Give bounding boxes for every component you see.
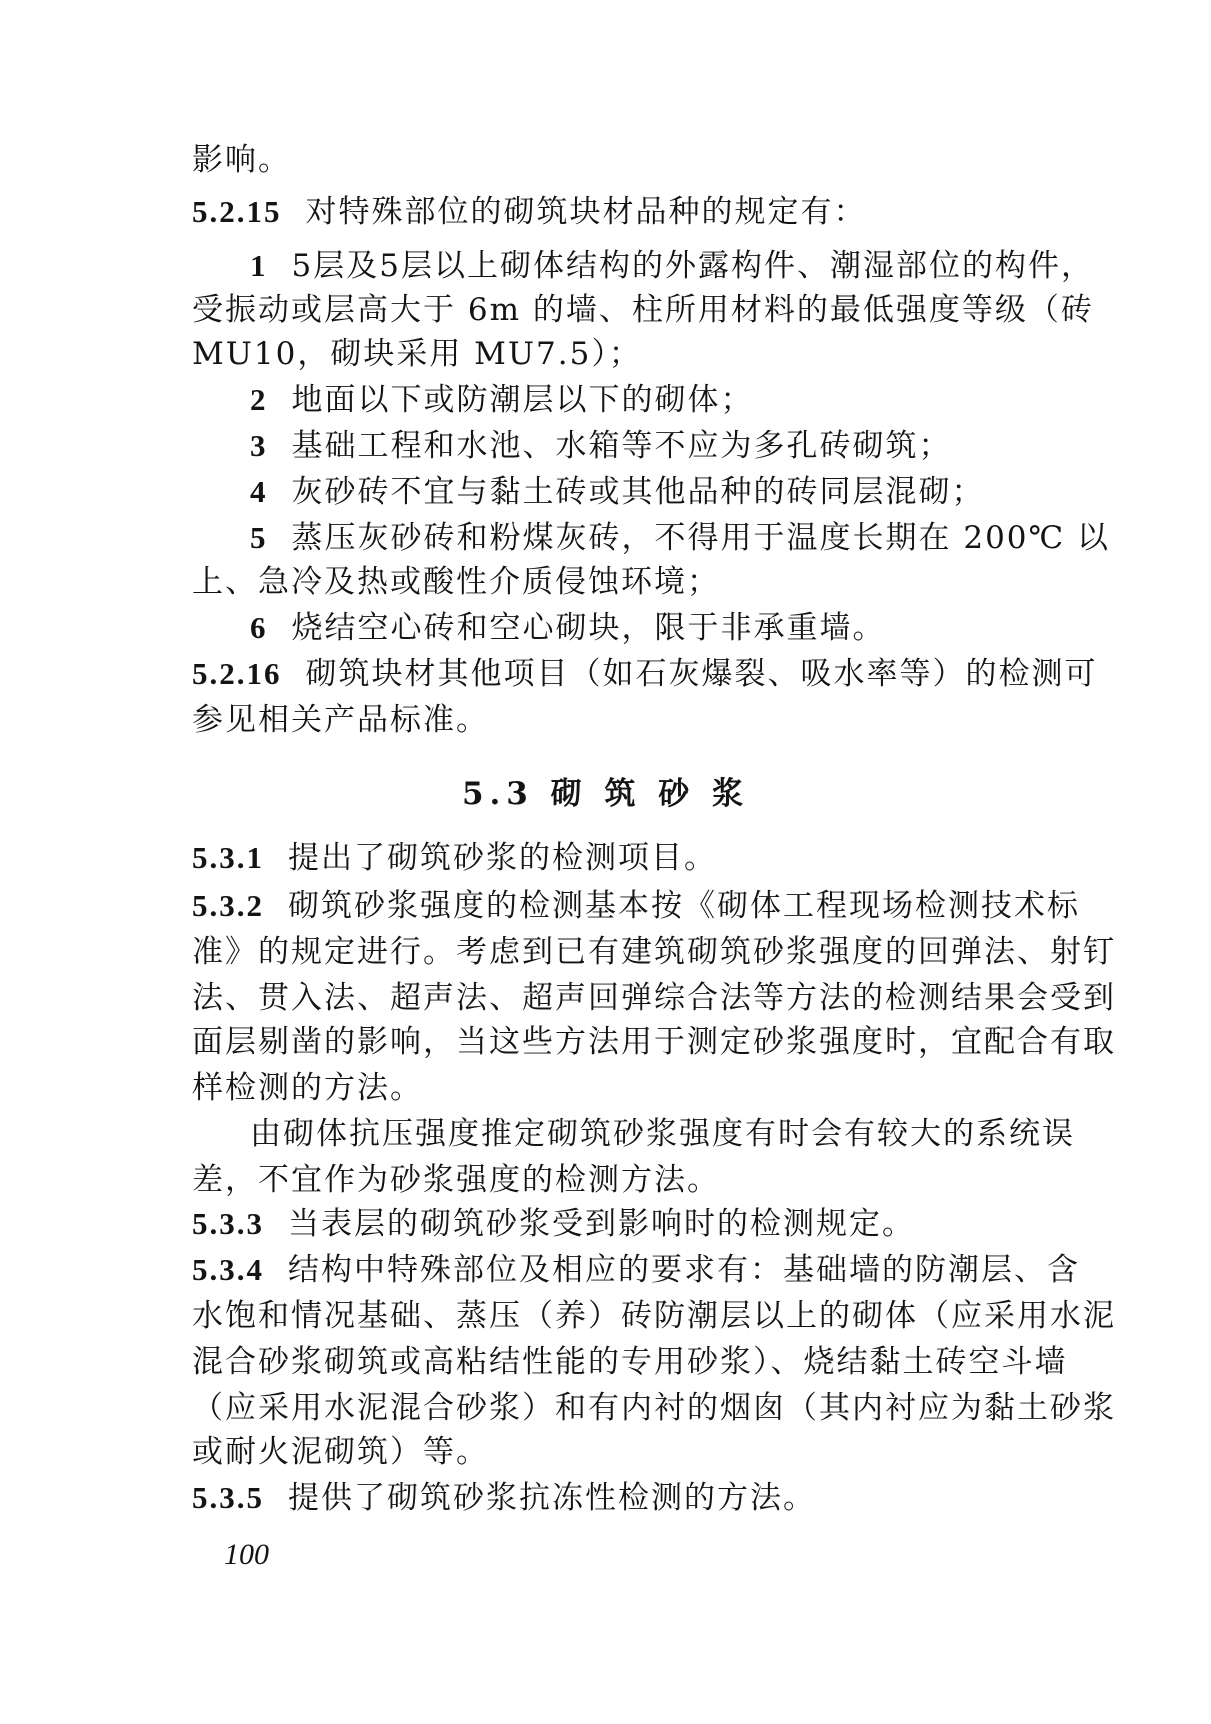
line-text: 样检测的方法。 [192, 1070, 423, 1106]
item-number: 6 [250, 610, 268, 645]
line-text: 当表层的砌筑砂浆受到影响时的检测规定。 [288, 1206, 915, 1242]
line-text: 受振动或层高大于 6m 的墙、柱所用材料的最低强度等级（砖 [192, 292, 1094, 328]
line-text: 或耐火泥砌筑）等。 [192, 1434, 489, 1470]
clause-5-3-1 [192, 838, 717, 878]
line-text: 地面以下或防潮层以下的砌体； [291, 382, 754, 418]
line-text: 砌筑砂浆强度的检测基本按《砌体工程现场检测技术标 [288, 888, 1080, 924]
clause-5-2-15 [192, 192, 867, 232]
text-line [192, 1342, 1068, 1382]
text-line [192, 1022, 1116, 1062]
item-number: 5 [250, 520, 268, 555]
line-text: 5层及5层以上砌体结构的外露构件、潮湿部位的构件， [291, 248, 1094, 284]
item-number: 2 [250, 382, 268, 417]
text-line [250, 1114, 1075, 1154]
clause-5-3-3 [192, 1204, 915, 1244]
section-heading: 5.3 砌 筑 砂 浆 [461, 776, 750, 812]
list-item-2 [250, 380, 754, 420]
clause-number: 5.2.15 [192, 194, 282, 229]
line-text: 面层剔凿的影响，当这些方法用于测定砂浆强度时，宜配合有取 [192, 1024, 1116, 1060]
line-text: 结构中特殊部位及相应的要求有：基础墙的防潮层、含 [288, 1252, 1080, 1288]
line-text: 提供了砌筑砂浆抗冻性检测的方法。 [288, 1480, 816, 1516]
line-text: MU10，砌块采用 MU7.5）； [192, 336, 642, 372]
line-text: 蒸压灰砂砖和粉煤灰砖，不得用于温度长期在 200℃ 以 [291, 520, 1111, 556]
line-text: 由砌体抗压强度推定砌筑砂浆强度有时会有较大的系统误 [250, 1116, 1075, 1152]
item-number: 4 [250, 474, 268, 509]
text-line [192, 700, 489, 740]
line-text: 差，不宜作为砂浆强度的检测方法。 [192, 1162, 720, 1198]
clause-5-3-4 [192, 1250, 1080, 1290]
clause-5-2-16 [192, 654, 1098, 694]
line-text: 灰砂砖不宜与黏土砖或其他品种的砖同层混砌； [291, 474, 985, 510]
line-text: 提出了砌筑砂浆的检测项目。 [288, 840, 717, 876]
line-text: 参见相关产品标准。 [192, 702, 489, 738]
clause-number: 5.3.5 [192, 1480, 264, 1515]
item-number: 1 [250, 248, 268, 283]
line-text: 法、贯入法、超声法、超声回弹综合法等方法的检测结果会受到 [192, 980, 1116, 1016]
clause-number: 5.3.2 [192, 888, 264, 923]
text-line [192, 1296, 1116, 1336]
text-line [192, 562, 720, 602]
line-text: 混合砂浆砌筑或高粘结性能的专用砂浆）、烧结黏土砖空斗墙 [192, 1344, 1068, 1380]
line-text: 对特殊部位的砌筑块材品种的规定有： [305, 194, 867, 230]
item-number: 3 [250, 428, 268, 463]
text-line [192, 978, 1116, 1018]
text-line [192, 1388, 1116, 1428]
clause-5-3-5 [192, 1478, 816, 1518]
line-text: 准》的规定进行。考虑到已有建筑砌筑砂浆强度的回弹法、射钉 [192, 934, 1116, 970]
text-line [192, 1068, 423, 1108]
list-item-3 [250, 426, 952, 466]
text-line [192, 932, 1116, 972]
line-text: 影响。 [192, 142, 291, 178]
text-line [192, 1432, 489, 1472]
list-item-6 [250, 608, 886, 648]
line-text: 基础工程和水池、水箱等不应为多孔砖砌筑； [291, 428, 952, 464]
clause-5-3-2 [192, 886, 1080, 926]
text-line [192, 290, 1094, 330]
text-line [192, 140, 291, 180]
list-item-4 [250, 472, 985, 512]
line-text: （应采用水泥混合砂浆）和有内衬的烟囱（其内衬应为黏土砂浆 [192, 1390, 1116, 1426]
clause-number: 5.3.1 [192, 840, 264, 875]
clause-number: 5.3.3 [192, 1206, 264, 1241]
clause-number: 5.3.4 [192, 1252, 264, 1287]
list-item-1 [250, 246, 1094, 286]
line-text: 烧结空心砖和空心砌块，限于非承重墙。 [291, 610, 886, 646]
list-item-5 [250, 518, 1110, 558]
line-text: 砌筑块材其他项目（如石灰爆裂、吸水率等）的检测可 [305, 656, 1098, 692]
text-line [192, 1160, 720, 1200]
page-number: 100 [224, 1538, 269, 1571]
line-text: 水饱和情况基础、蒸压（养）砖防潮层以上的砌体（应采用水泥 [192, 1298, 1116, 1334]
line-text: 上、急冷及热或酸性介质侵蚀环境； [192, 564, 720, 600]
clause-number: 5.2.16 [192, 656, 282, 691]
text-line [192, 334, 642, 374]
